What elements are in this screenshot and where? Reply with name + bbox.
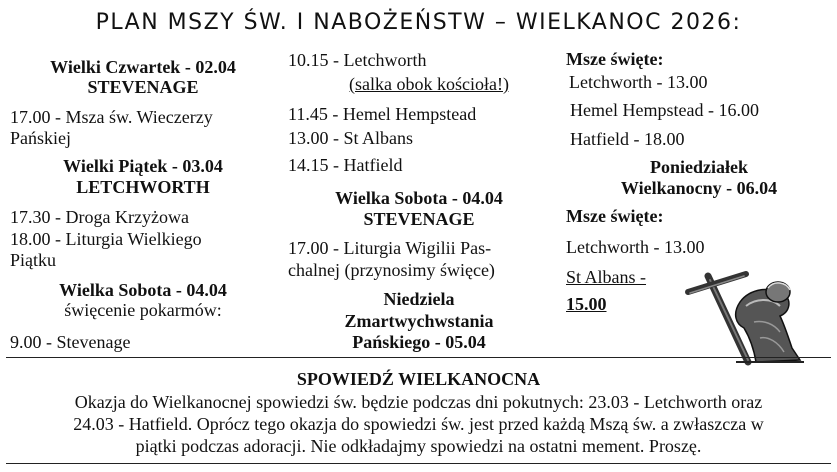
heading-holy-saturday-vigil-place: STEVENAGE [363,209,475,229]
heading-easter-sunday-line2: Zmartwychwstania [344,311,494,331]
event-food-blessing-hatfield: 14.15 - Hatfield [288,155,403,175]
heading-holy-saturday-date: Wielka Sobota - 04.04 [59,280,227,300]
heading-maundy-thursday-date: Wielki Czwartek - 02.04 [50,57,236,77]
heading-good-friday-place: LETCHWORTH [76,177,210,197]
event-evening-mass-line2: Pańskiej [10,128,71,148]
heading-easter-masses: Msze święte: [566,49,664,69]
confession-line-2: 24.03 - Hatfield. Oprócz tego okazja do spowiedzi św. jest przed każdą Mszą św. a zwłaszcza w [73,414,764,434]
heading-easter-sunday-line1: Niedziela [383,289,455,309]
confession-line-1: Okazja do Wielkanocnej spowiedzi św. będzie podczas dni pokutnych: 23.03 - Letchworth oraz [74,392,763,412]
section-divider [6,357,831,358]
mass-monday-letchworth: Letchworth - 13.00 [566,237,705,257]
heading-holy-saturday-vigil-date: Wielka Sobota - 04.04 [335,188,503,208]
event-good-friday-liturgy-line1: 18.00 - Liturgia Wielkiego [10,229,202,249]
confession-line-3: piątki podczas adoracji. Nie odkładajmy spowiedzi na ostatni mement. Proszę. [135,436,702,456]
event-good-friday-liturgy-line2: Piątku [10,250,57,270]
event-food-blessing-hemel: 11.45 - Hemel Hempstead [288,104,477,124]
event-easter-vigil-line1: 17.00 - Liturgia Wigilii Pas- [288,238,492,258]
bottom-rule [6,463,831,464]
page-title: PLAN MSZY ŚW. I NABOŻEŃSTW – WIELKANOC 2026: [95,10,742,35]
heading-food-blessing: święcenie pokarmów: [64,300,222,320]
event-stations-of-cross: 17.30 - Droga Krzyżowa [10,207,189,227]
event-easter-vigil-line2: chalnej (przynosimy święce) [288,260,495,280]
heading-easter-sunday-line3: Pańskiego - 05.04 [352,332,486,352]
mass-hemel-hempstead: Hemel Hempstead - 16.00 [570,100,759,120]
heading-easter-monday-masses: Msze święte: [566,206,664,226]
event-food-blessing-stevenage: 9.00 - Stevenage [10,332,131,352]
mass-hatfield: Hatfield - 18.00 [570,129,685,149]
event-food-blessing-letchworth: 10.15 - Letchworth [288,50,427,70]
figure-kneeling-at-cross-icon [680,262,810,366]
mass-monday-st-albans-time: 15.00 [566,294,607,314]
heading-easter-monday-line1: Poniedziałek [650,157,748,177]
heading-easter-monday-line2: Wielkanocny - 06.04 [620,178,778,198]
heading-maundy-thursday-place: STEVENAGE [87,77,199,97]
event-food-blessing-letchworth-note: (salka obok kościoła!) [349,74,509,94]
heading-confession: SPOWIEDŹ WIELKANOCNA [296,369,541,389]
event-evening-mass-line1: 17.00 - Msza św. Wieczerzy [10,107,213,127]
confession-paragraph [8,391,829,457]
event-food-blessing-st-albans: 13.00 - St Albans [288,128,414,148]
heading-good-friday-date: Wielki Piątek - 03.04 [63,156,223,176]
mass-letchworth: Letchworth - 13.00 [569,72,708,92]
mass-monday-st-albans: St Albans - [566,267,647,287]
